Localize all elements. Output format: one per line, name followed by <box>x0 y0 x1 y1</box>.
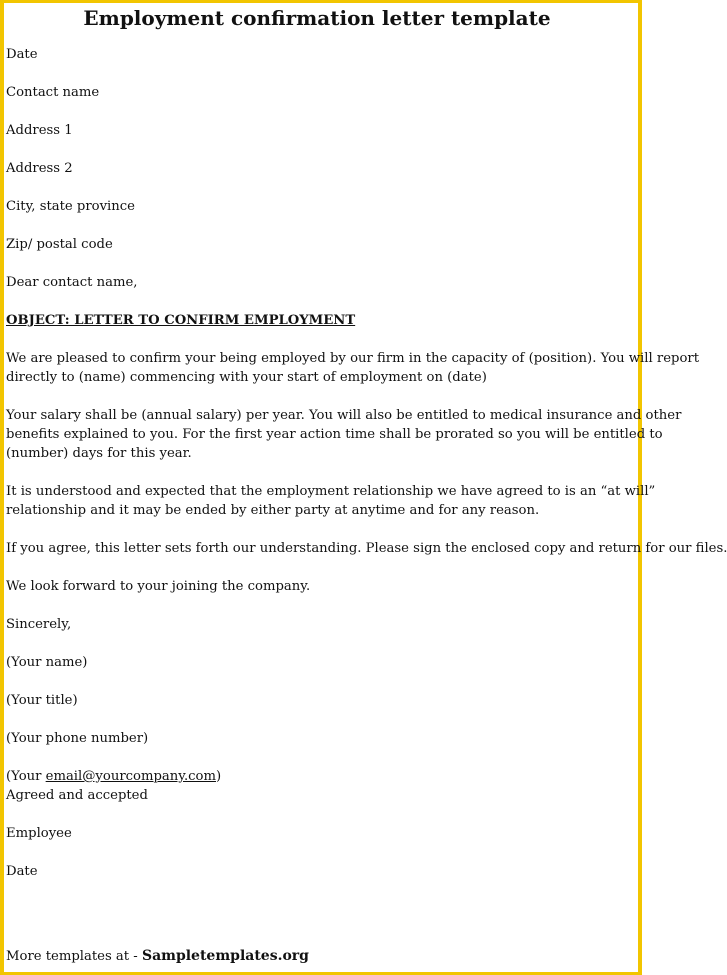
email-prefix: (Your <box>6 769 46 784</box>
zip-line: Zip/ postal code <box>6 237 113 252</box>
paragraph-1-line-1: We are pleased to confirm your being employed by our firm in the capacity of (position). You will report <box>6 351 699 366</box>
footer <box>6 948 309 964</box>
paragraph-2-line-2: benefits explained to you. For the first year action time shall be prorated so you will be entitled to <box>6 427 663 442</box>
document-title: Employment confirmation letter template <box>83 6 551 30</box>
employee-line: Employee <box>6 826 72 841</box>
your-phone-line: (Your phone number) <box>6 731 149 746</box>
contact-name-line: Contact name <box>6 85 100 100</box>
paragraph-5: We look forward to your joining the company. <box>6 579 311 594</box>
paragraph-1-line-2: directly to (name) commencing with your start of employment on (date) <box>6 370 487 385</box>
paragraph-2-line-1: Your salary shall be (annual salary) per year. You will also be entitled to medical insurance and other <box>6 408 682 423</box>
address2-line: Address 2 <box>6 161 73 176</box>
address1-line: Address 1 <box>6 123 73 138</box>
letter-document <box>6 6 727 881</box>
email-suffix: ) <box>215 769 222 784</box>
footer-site-link[interactable]: Sampletemplates.org <box>141 948 309 964</box>
city-line: City, state province <box>6 199 135 214</box>
paragraph-2-line-3: (number) days for this year. <box>6 446 192 461</box>
salutation: Dear contact name, <box>6 275 138 290</box>
paragraph-4: If you agree, this letter sets forth our understanding. Please sign the enclosed copy and return for our files. <box>6 541 727 556</box>
agreed-line: Agreed and accepted <box>6 788 148 803</box>
object-heading: OBJECT: LETTER TO CONFIRM EMPLOYMENT <box>6 313 356 328</box>
footer-prefix: More templates at - <box>6 949 142 964</box>
date-line-2: Date <box>6 864 38 879</box>
your-name-line: (Your name) <box>6 655 88 670</box>
email-link[interactable]: email@yourcompany.com <box>45 769 216 784</box>
paragraph-3-line-2: relationship and it may be ended by either party at anytime and for any reason. <box>6 503 540 518</box>
paragraph-3-line-1: It is understood and expected that the employment relationship we have agreed to is an “at will” <box>6 484 656 499</box>
your-email-line <box>6 767 638 786</box>
your-title-line: (Your title) <box>6 693 78 708</box>
closing: Sincerely, <box>6 617 72 632</box>
date-line: Date <box>6 47 38 62</box>
